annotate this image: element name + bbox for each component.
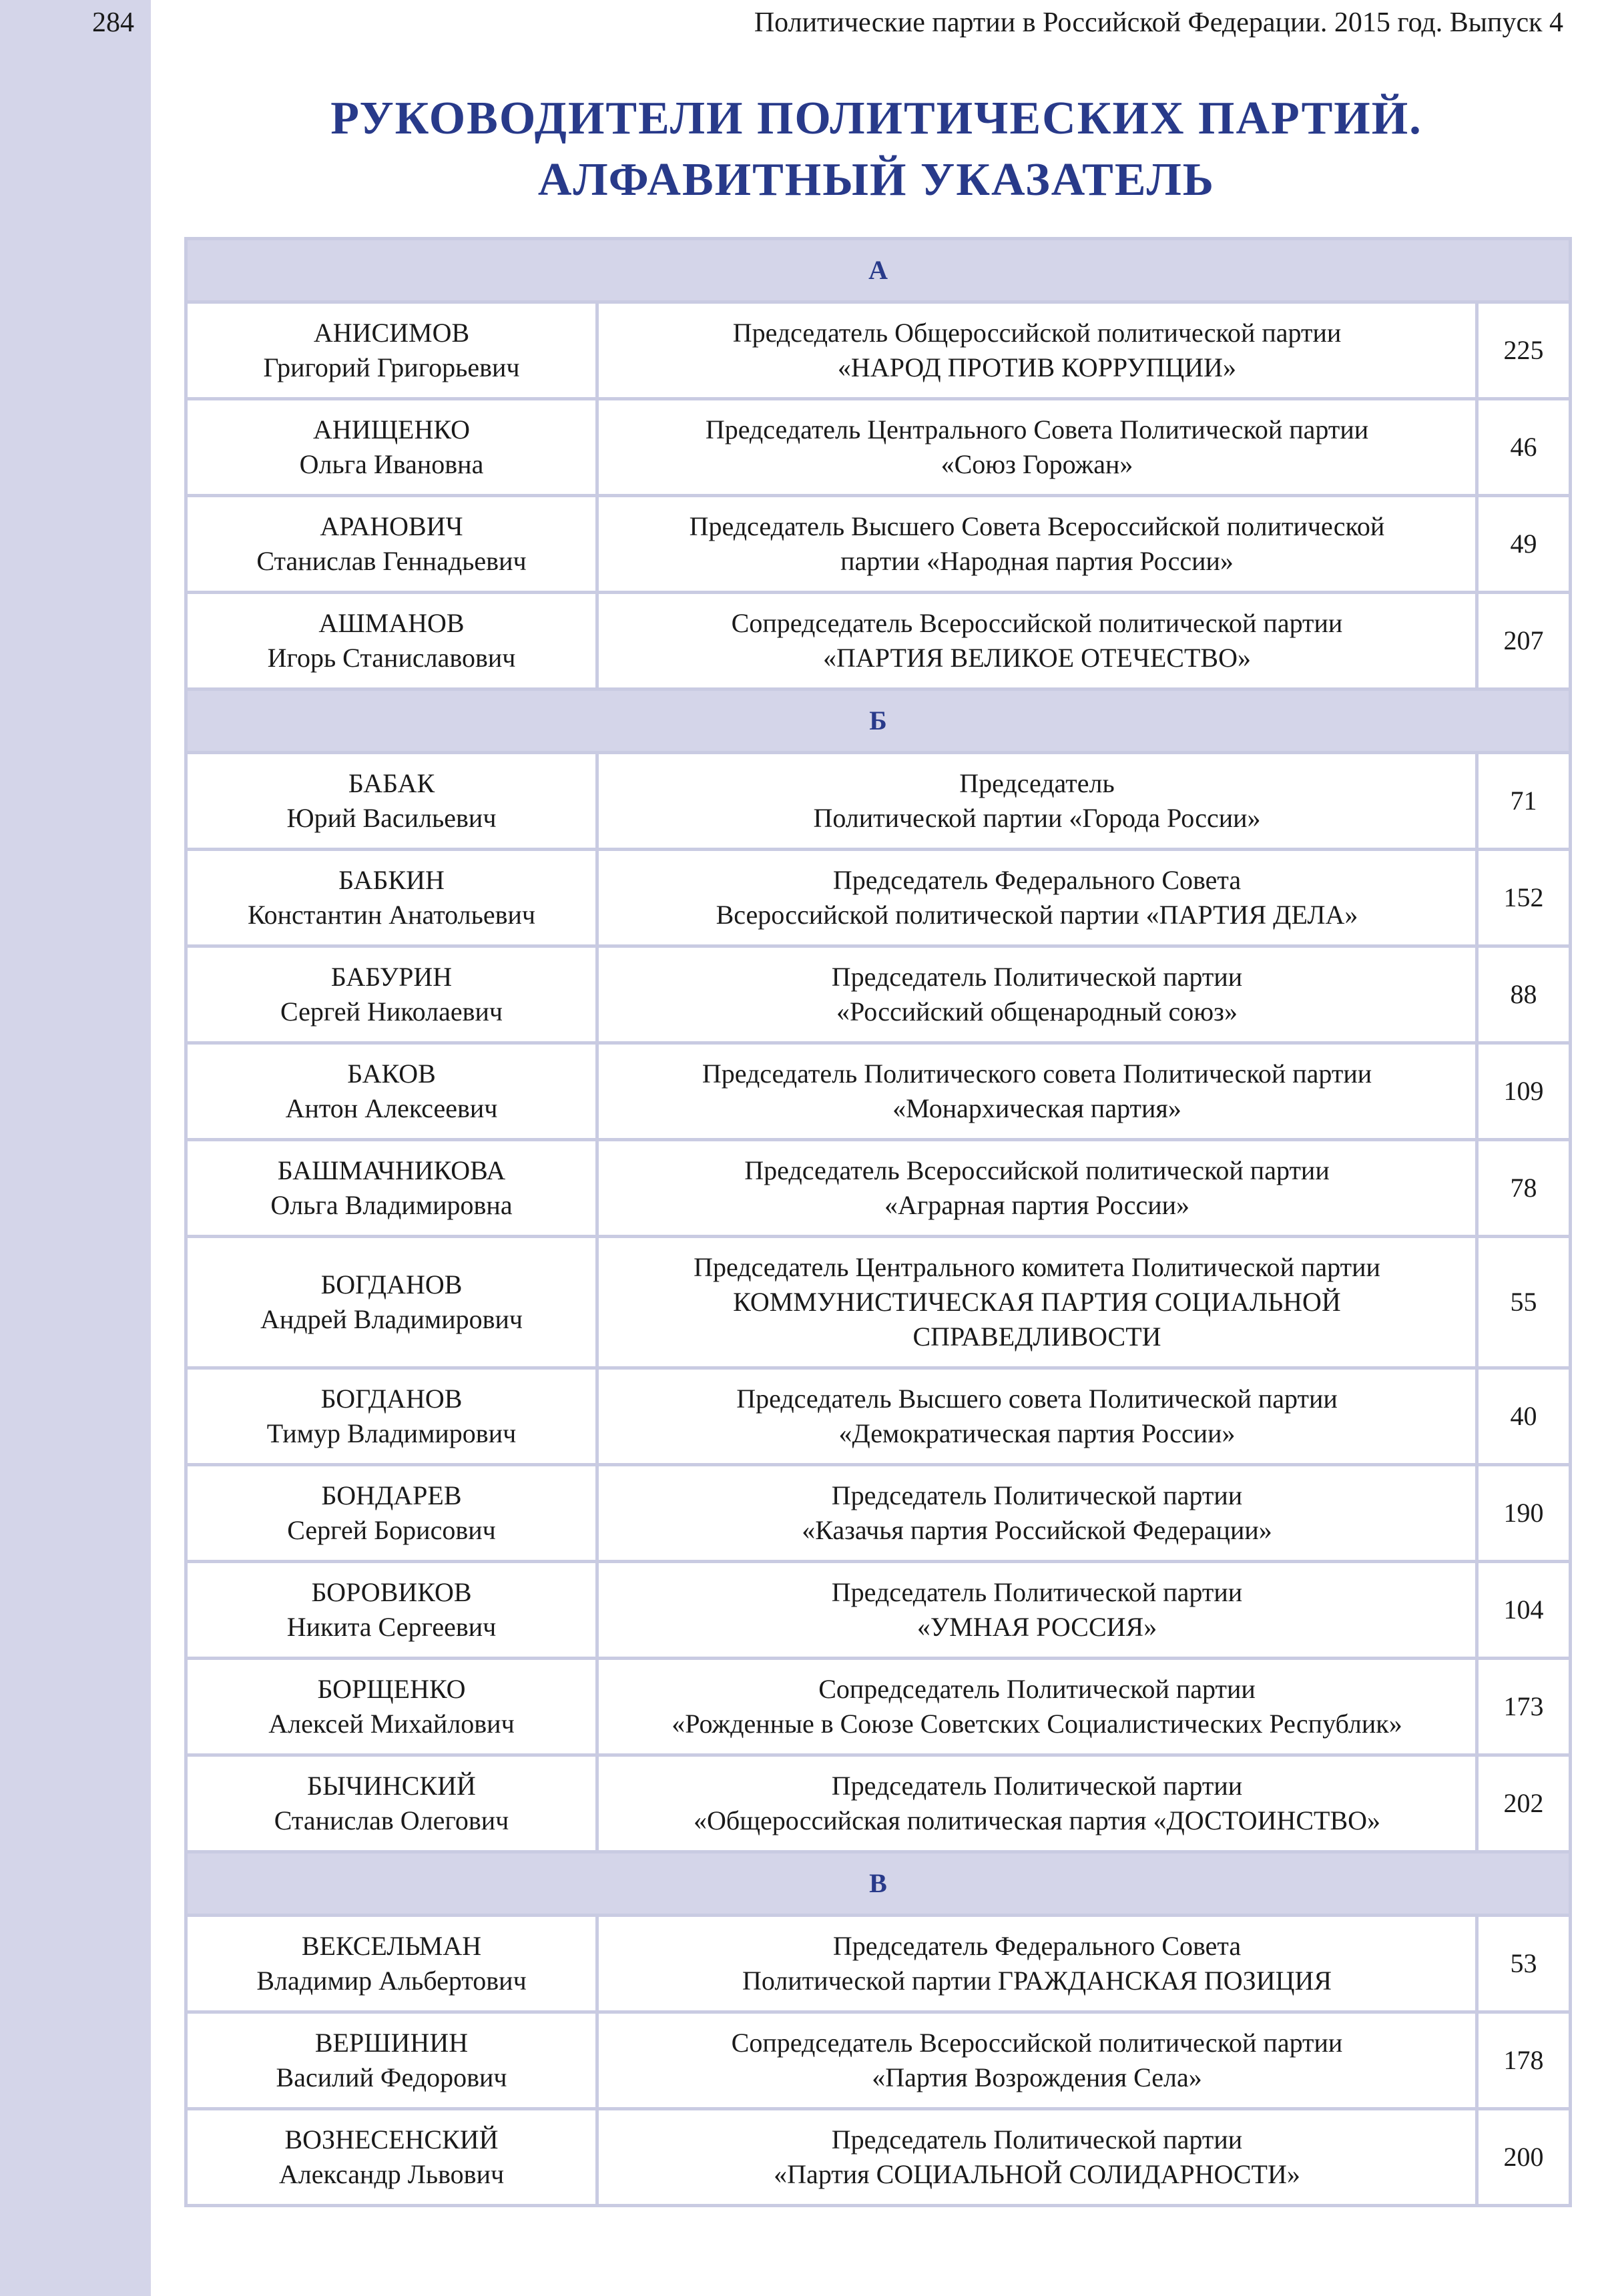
position-line: Председатель Центрального комитета Политической партии: [694, 1252, 1380, 1282]
position-line: Сопредседатель Всероссийской политической партии: [731, 608, 1343, 638]
position-line: Председатель Политической партии: [831, 2124, 1243, 2155]
position-line: партии «Народная партия России»: [840, 546, 1234, 576]
page-reference: 152: [1477, 850, 1571, 946]
position-line: Председатель Политической партии: [831, 1577, 1243, 1607]
leader-surname: БАБАК: [348, 768, 435, 798]
leader-given-name: Сергей Николаевич: [280, 996, 503, 1027]
table-row: [186, 1562, 1571, 1659]
leader-position-cell: [597, 1237, 1477, 1368]
page-reference: 178: [1477, 2012, 1571, 2109]
leader-surname: АНИСИМОВ: [313, 318, 470, 348]
page-reference: 71: [1477, 753, 1571, 850]
leader-given-name: Никита Сергеевич: [286, 1612, 497, 1642]
side-band: [0, 0, 151, 2296]
leader-name-cell: [186, 1368, 597, 1465]
position-line: Сопредседатель Всероссийской политической партии: [731, 2028, 1343, 2058]
table-row: [186, 1916, 1571, 2012]
leader-given-name: Юрий Васильевич: [286, 803, 497, 833]
leader-given-name: Андрей Владимирович: [260, 1304, 523, 1334]
page-reference: 207: [1477, 593, 1571, 689]
page-reference: 109: [1477, 1043, 1571, 1140]
position-line: Председатель Политической партии: [831, 962, 1243, 992]
leader-surname: АРАНОВИЧ: [320, 511, 463, 541]
table-row: [186, 1659, 1571, 1755]
page-reference: 78: [1477, 1140, 1571, 1237]
leader-position-cell: [597, 850, 1477, 946]
leader-position-cell: [597, 946, 1477, 1043]
position-line: «Общероссийская политическая партия «ДОСТОИНСТВО»: [693, 1805, 1381, 1835]
leader-position-cell: [597, 1659, 1477, 1755]
leader-given-name: Ольга Ивановна: [299, 449, 484, 479]
position-line: Всероссийской политической партии «ПАРТИЯ ДЕЛА»: [716, 900, 1358, 930]
leader-position-cell: [597, 1043, 1477, 1140]
position-line: «Казачья партия Российской Федерации»: [802, 1515, 1272, 1545]
page-reference: 55: [1477, 1237, 1571, 1368]
leader-given-name: Тимур Владимирович: [266, 1418, 517, 1448]
leader-name-cell: [186, 1755, 597, 1852]
table-row: [186, 1140, 1571, 1237]
page-reference: 53: [1477, 1916, 1571, 2012]
leader-name-cell: [186, 850, 597, 946]
section-letter: А: [186, 239, 1571, 302]
leader-surname: БОГДАНОВ: [320, 1384, 463, 1414]
leader-surname: АНИЩЕНКО: [313, 414, 470, 445]
page-reference: 200: [1477, 2109, 1571, 2206]
leader-position-cell: [597, 2012, 1477, 2109]
leader-surname: БОГДАНОВ: [320, 1269, 463, 1300]
position-line: «Союз Горожан»: [941, 449, 1133, 479]
position-line: «УМНАЯ РОССИЯ»: [916, 1612, 1157, 1642]
page-number: 284: [92, 7, 134, 38]
leader-name-cell: [186, 1237, 597, 1368]
letter-section-header: [186, 239, 1571, 302]
leader-position-cell: [597, 1916, 1477, 2012]
leader-position-cell: [597, 593, 1477, 689]
page-reference: 40: [1477, 1368, 1571, 1465]
leader-given-name: Антон Алексеевич: [285, 1093, 498, 1123]
leader-position-cell: [597, 753, 1477, 850]
leader-surname: БАШМАЧНИКОВА: [277, 1155, 506, 1185]
position-line: Председатель Политического совета Политической партии: [702, 1059, 1372, 1089]
page-reference: 173: [1477, 1659, 1571, 1755]
position-line: Председатель: [959, 768, 1115, 798]
table-row: [186, 2012, 1571, 2109]
leader-surname: АШМАНОВ: [318, 608, 465, 638]
leader-given-name: Сергей Борисович: [287, 1515, 496, 1545]
table-row: [186, 1368, 1571, 1465]
table-row: [186, 1755, 1571, 1852]
table-row: [186, 2109, 1571, 2206]
position-line: «Демократическая партия России»: [838, 1418, 1236, 1448]
leader-name-cell: [186, 2012, 597, 2109]
leader-position-cell: [597, 1140, 1477, 1237]
position-line: «Аграрная партия России»: [884, 1190, 1190, 1220]
leader-surname: ВЕРШИНИН: [314, 2028, 469, 2058]
position-line: Председатель Всероссийской политической партии: [744, 1155, 1330, 1185]
leader-name-cell: [186, 1562, 597, 1659]
leader-surname: БЫЧИНСКИЙ: [307, 1771, 476, 1801]
leader-name-cell: [186, 1140, 597, 1237]
leader-name-cell: [186, 1659, 597, 1755]
leader-name-cell: [186, 2109, 597, 2206]
page-title-line-2: АЛФАВИТНЫЙ УКАЗАТЕЛЬ: [537, 154, 1216, 206]
leader-surname: БОНДАРЕВ: [321, 1480, 462, 1510]
table-row: [186, 302, 1571, 399]
leader-name-cell: [186, 1043, 597, 1140]
leaders-index-table: [184, 237, 1572, 2207]
page-title-line-1: РУКОВОДИТЕЛИ ПОЛИТИЧЕСКИХ ПАРТИЙ.: [330, 93, 1422, 144]
leader-name-cell: [186, 946, 597, 1043]
leader-position-cell: [597, 496, 1477, 593]
leader-name-cell: [186, 1465, 597, 1562]
table-row: [186, 850, 1571, 946]
leader-position-cell: [597, 2109, 1477, 2206]
position-line: Председатель Высшего совета Политической партии: [736, 1384, 1338, 1414]
table-row: [186, 753, 1571, 850]
section-letter: В: [186, 1852, 1571, 1916]
leader-given-name: Станислав Геннадьевич: [256, 546, 527, 576]
table-row: [186, 946, 1571, 1043]
position-line: Сопредседатель Политической партии: [818, 1674, 1256, 1704]
leader-given-name: Владимир Альбертович: [256, 1966, 527, 1996]
leader-surname: БОРОВИКОВ: [311, 1577, 472, 1607]
leader-given-name: Ольга Владимировна: [270, 1190, 513, 1220]
leader-given-name: Григорий Григорьевич: [263, 352, 520, 382]
position-line: «Монархическая партия»: [892, 1093, 1181, 1123]
leader-position-cell: [597, 399, 1477, 496]
position-line: «ПАРТИЯ ВЕЛИКОЕ ОТЕЧЕСТВО»: [823, 643, 1251, 673]
leader-name-cell: [186, 593, 597, 689]
leader-name-cell: [186, 302, 597, 399]
position-line: СПРАВЕДЛИВОСТИ: [912, 1322, 1161, 1352]
leader-given-name: Александр Львович: [278, 2159, 505, 2189]
position-line: Политической партии «Города России»: [813, 803, 1261, 833]
position-line: Председатель Высшего Совета Всероссийской политической: [689, 511, 1385, 541]
leader-position-cell: [597, 1562, 1477, 1659]
leader-position-cell: [597, 1755, 1477, 1852]
leader-name-cell: [186, 753, 597, 850]
leader-surname: БОРЩЕНКО: [317, 1674, 466, 1704]
position-line: КОММУНИСТИЧЕСКАЯ ПАРТИЯ СОЦИАЛЬНОЙ: [733, 1287, 1341, 1317]
position-line: Политической партии ГРАЖДАНСКАЯ ПОЗИЦИЯ: [742, 1966, 1332, 1996]
page-reference: 104: [1477, 1562, 1571, 1659]
leader-given-name: Игорь Станиславович: [267, 643, 516, 673]
page-title: [151, 88, 1602, 211]
position-line: Председатель Федерального Совета: [832, 1931, 1242, 1961]
page-reference: 46: [1477, 399, 1571, 496]
table-row: [186, 1237, 1571, 1368]
running-title: Политические партии в Российской Федерации. 2015 год. Выпуск 4: [754, 7, 1563, 38]
page-reference: 88: [1477, 946, 1571, 1043]
leader-surname: ВОЗНЕСЕНСКИЙ: [284, 2124, 499, 2155]
page-reference: 202: [1477, 1755, 1571, 1852]
position-line: Председатель Общероссийской политической партии: [732, 318, 1342, 348]
position-line: Председатель Федерального Совета: [832, 865, 1242, 895]
table-row: [186, 593, 1571, 689]
position-line: «НАРОД ПРОТИВ КОРРУПЦИИ»: [837, 352, 1237, 382]
table-row: [186, 496, 1571, 593]
leader-given-name: Алексей Михайлович: [268, 1709, 515, 1739]
position-line: Председатель Политической партии: [831, 1480, 1243, 1510]
table-row: [186, 1465, 1571, 1562]
index-table-body: [186, 239, 1571, 2206]
leader-position-cell: [597, 1368, 1477, 1465]
leader-surname: БАБУРИН: [330, 962, 453, 992]
leader-given-name: Константин Анатольевич: [247, 900, 536, 930]
leader-name-cell: [186, 1916, 597, 2012]
position-line: Председатель Центрального Совета Политической партии: [705, 414, 1369, 445]
page-reference: 49: [1477, 496, 1571, 593]
leader-position-cell: [597, 302, 1477, 399]
letter-section-header: [186, 689, 1571, 753]
leader-name-cell: [186, 496, 597, 593]
leader-position-cell: [597, 1465, 1477, 1562]
table-row: [186, 1043, 1571, 1140]
leader-given-name: Василий Федорович: [276, 2062, 507, 2092]
letter-section-header: [186, 1852, 1571, 1916]
section-letter: Б: [186, 689, 1571, 753]
leader-name-cell: [186, 399, 597, 496]
leader-surname: ВЕКСЕЛЬМАН: [301, 1931, 482, 1961]
leader-surname: БАБКИН: [338, 865, 445, 895]
position-line: «Партия Возрождения Села»: [872, 2062, 1202, 2092]
position-line: «Российский общенародный союз»: [836, 996, 1238, 1027]
position-line: «Рожденные в Союзе Советских Социалистических Республик»: [672, 1709, 1402, 1739]
leader-given-name: Станислав Олегович: [274, 1805, 509, 1835]
position-line: «Партия СОЦИАЛЬНОЙ СОЛИДАРНОСТИ»: [774, 2159, 1300, 2189]
page-reference: 190: [1477, 1465, 1571, 1562]
position-line: Председатель Политической партии: [831, 1771, 1243, 1801]
table-row: [186, 399, 1571, 496]
page-reference: 225: [1477, 302, 1571, 399]
leader-surname: БАКОВ: [347, 1059, 436, 1089]
